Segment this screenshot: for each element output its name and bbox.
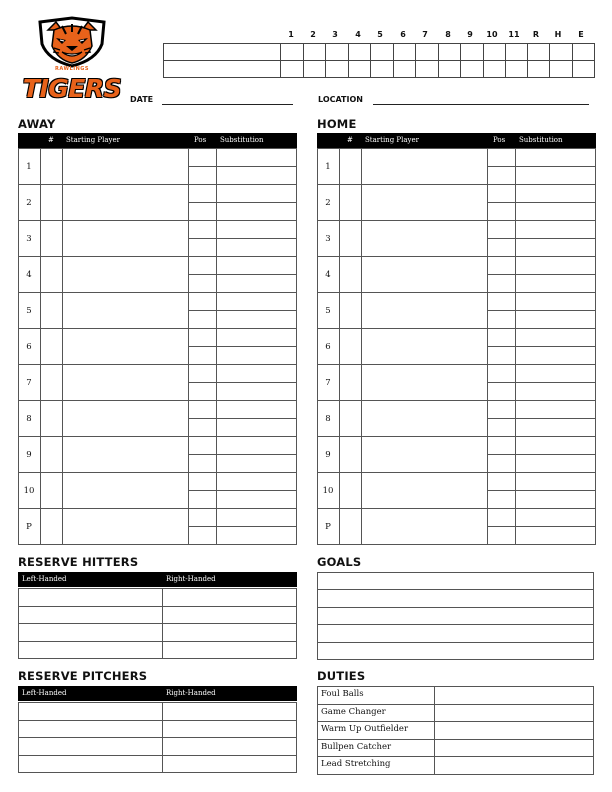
duty-assignee-field[interactable]: [434, 686, 594, 705]
position-field[interactable]: [188, 256, 217, 275]
team-name-cell[interactable]: [163, 43, 281, 61]
position-field[interactable]: [487, 166, 516, 185]
left-handed-field[interactable]: [18, 606, 163, 625]
position-field[interactable]: [188, 184, 217, 203]
position-field[interactable]: [188, 346, 217, 365]
batting-order-number: 5: [26, 306, 32, 316]
team-name-cell[interactable]: [163, 60, 281, 78]
jersey-number-field[interactable]: [40, 436, 63, 473]
batting-order-number: 3: [26, 234, 32, 244]
starting-player-field[interactable]: [62, 292, 189, 329]
date-field[interactable]: [162, 104, 293, 105]
inning-label: 2: [310, 30, 316, 39]
home-title: HOME: [317, 117, 357, 131]
right-handed-field[interactable]: [162, 737, 297, 756]
batting-order-number: 10: [322, 486, 334, 496]
reserve-pitchers-header: [18, 686, 297, 701]
inning-label: 11: [508, 30, 520, 39]
col-starting-player: Starting Player: [66, 136, 120, 144]
position-field[interactable]: [487, 364, 516, 383]
duty-label: Warm Up Outfielder: [321, 724, 409, 734]
starting-player-field[interactable]: [361, 148, 488, 185]
starting-player-field[interactable]: [361, 328, 488, 365]
score-cell[interactable]: [325, 60, 349, 78]
duty-assignee-field[interactable]: [434, 721, 594, 740]
batting-order-number: 8: [26, 414, 32, 424]
score-cell[interactable]: [483, 60, 506, 78]
inning-label: 8: [445, 30, 451, 39]
position-field[interactable]: [487, 436, 516, 455]
position-field[interactable]: [487, 148, 516, 167]
inning-label: 9: [467, 30, 473, 39]
substitution-field[interactable]: [216, 346, 297, 365]
position-field[interactable]: [487, 508, 516, 527]
jersey-number-field[interactable]: [40, 184, 63, 221]
substitution-field[interactable]: [515, 202, 596, 221]
starting-player-field[interactable]: [361, 400, 488, 437]
substitution-field[interactable]: [515, 256, 596, 275]
score-cell[interactable]: [280, 43, 304, 61]
batting-order-number: P: [26, 522, 32, 532]
batting-order-number: 9: [26, 450, 32, 460]
score-cell[interactable]: [303, 43, 326, 61]
logo-subtitle: RAWLINGS: [55, 66, 89, 72]
jersey-number-field[interactable]: [339, 220, 362, 257]
substitution-field[interactable]: [216, 328, 297, 347]
jersey-number-field[interactable]: [339, 328, 362, 365]
substitution-field[interactable]: [216, 220, 297, 239]
team-logo: [18, 16, 126, 103]
substitution-field[interactable]: [515, 220, 596, 239]
goals-table: [317, 572, 594, 659]
score-cell[interactable]: [280, 60, 304, 78]
position-field[interactable]: [188, 400, 217, 419]
batting-order-number: 8: [325, 414, 331, 424]
position-field[interactable]: [487, 310, 516, 329]
jersey-number-field[interactable]: [40, 472, 63, 509]
goal-field[interactable]: [317, 589, 594, 607]
score-cell[interactable]: [527, 43, 550, 61]
inning-label: 10: [486, 30, 498, 39]
left-handed-field[interactable]: [18, 720, 163, 739]
substitution-field[interactable]: [216, 310, 297, 329]
substitution-field[interactable]: [216, 274, 297, 293]
right-handed-field[interactable]: [162, 755, 297, 774]
batting-order-number: 6: [325, 342, 331, 352]
position-field[interactable]: [487, 418, 516, 437]
score-cell[interactable]: [460, 60, 484, 78]
home-lineup-header: [317, 133, 596, 148]
substitution-field[interactable]: [515, 436, 596, 455]
position-field[interactable]: [188, 148, 217, 167]
batting-order-number: 6: [26, 342, 32, 352]
substitution-field[interactable]: [216, 454, 297, 473]
jersey-number-field[interactable]: [339, 184, 362, 221]
batting-order-number: 1: [325, 162, 331, 172]
col-right-handed: Right-Handed: [166, 575, 216, 583]
score-cell[interactable]: [393, 43, 416, 61]
position-field[interactable]: [188, 364, 217, 383]
score-cell[interactable]: [370, 43, 394, 61]
substitution-field[interactable]: [216, 166, 297, 185]
batting-order-number: 4: [26, 270, 32, 280]
starting-player-field[interactable]: [62, 436, 189, 473]
goal-field[interactable]: [317, 572, 594, 590]
jersey-number-field[interactable]: [40, 364, 63, 401]
position-field[interactable]: [487, 472, 516, 491]
substitution-field[interactable]: [216, 148, 297, 167]
position-field[interactable]: [487, 382, 516, 401]
inning-label: E: [578, 30, 584, 39]
jersey-number-field[interactable]: [339, 436, 362, 473]
starting-player-field[interactable]: [361, 472, 488, 509]
score-cell[interactable]: [393, 60, 416, 78]
col-number: #: [347, 136, 353, 144]
score-cell[interactable]: [527, 60, 550, 78]
position-field[interactable]: [487, 274, 516, 293]
col-pos: Pos: [493, 136, 506, 144]
inning-label: R: [532, 30, 540, 39]
position-field[interactable]: [188, 472, 217, 491]
inning-label: 4: [355, 30, 361, 39]
reserve-hitters-header: [18, 572, 297, 587]
inning-label: 5: [377, 30, 383, 39]
substitution-field[interactable]: [515, 238, 596, 257]
substitution-field[interactable]: [216, 400, 297, 419]
score-cell[interactable]: [348, 43, 371, 61]
substitution-field[interactable]: [216, 202, 297, 221]
score-cell[interactable]: [415, 60, 439, 78]
right-handed-field[interactable]: [162, 702, 297, 721]
substitution-field[interactable]: [515, 310, 596, 329]
inning-label: 6: [400, 30, 406, 39]
jersey-number-field[interactable]: [40, 220, 63, 257]
position-field[interactable]: [487, 346, 516, 365]
position-field[interactable]: [487, 526, 516, 545]
position-field[interactable]: [487, 202, 516, 221]
col-substitution: Substitution: [519, 136, 563, 144]
goals-title: GOALS: [317, 555, 362, 569]
position-field[interactable]: [487, 328, 516, 347]
substitution-field[interactable]: [216, 184, 297, 203]
score-cell[interactable]: [348, 60, 371, 78]
substitution-field[interactable]: [515, 400, 596, 419]
score-cell[interactable]: [303, 60, 326, 78]
substitution-field[interactable]: [515, 274, 596, 293]
position-field[interactable]: [188, 382, 217, 401]
position-field[interactable]: [487, 490, 516, 509]
score-cell[interactable]: [505, 43, 528, 61]
position-field[interactable]: [188, 508, 217, 527]
batting-order-number: 5: [325, 306, 331, 316]
starting-player-field[interactable]: [361, 436, 488, 473]
left-handed-field[interactable]: [18, 623, 163, 642]
position-field[interactable]: [487, 256, 516, 275]
goal-field[interactable]: [317, 607, 594, 625]
jersey-number-field[interactable]: [339, 472, 362, 509]
position-field[interactable]: [487, 400, 516, 419]
left-handed-field[interactable]: [18, 588, 163, 607]
away-title: AWAY: [18, 117, 56, 131]
starting-player-field[interactable]: [62, 256, 189, 293]
position-field[interactable]: [188, 454, 217, 473]
duties-table: [317, 686, 594, 774]
reserve-hitters-title: RESERVE HITTERS: [18, 555, 139, 569]
col-left-handed: Left-Handed: [22, 575, 67, 583]
col-substitution: Substitution: [220, 136, 264, 144]
duties-title: DUTIES: [317, 669, 366, 683]
location-label: LOCATION: [318, 95, 363, 104]
substitution-field[interactable]: [515, 526, 596, 545]
substitution-field[interactable]: [515, 364, 596, 383]
substitution-field[interactable]: [515, 292, 596, 311]
substitution-field[interactable]: [216, 472, 297, 491]
batting-order-number: 7: [325, 378, 331, 388]
position-field[interactable]: [487, 454, 516, 473]
position-field[interactable]: [188, 238, 217, 257]
jersey-number-field[interactable]: [40, 292, 63, 329]
duty-label: Foul Balls: [321, 689, 364, 699]
left-handed-field[interactable]: [18, 641, 163, 660]
substitution-field[interactable]: [216, 364, 297, 383]
duty-label: Game Changer: [321, 706, 386, 717]
position-field[interactable]: [188, 220, 217, 239]
starting-player-field[interactable]: [361, 508, 488, 545]
position-field[interactable]: [188, 418, 217, 437]
away-lineup-header: [18, 133, 297, 148]
score-cell[interactable]: [415, 43, 439, 61]
score-cell[interactable]: [505, 60, 528, 78]
jersey-number-field[interactable]: [339, 256, 362, 293]
right-handed-field[interactable]: [162, 641, 297, 660]
jersey-number-field[interactable]: [339, 508, 362, 545]
inning-label: 1: [288, 30, 294, 39]
score-cell[interactable]: [438, 60, 461, 78]
substitution-field[interactable]: [515, 346, 596, 365]
position-field[interactable]: [188, 166, 217, 185]
starting-player-field[interactable]: [62, 220, 189, 257]
jersey-number-field[interactable]: [339, 400, 362, 437]
right-handed-field[interactable]: [162, 623, 297, 642]
location-field[interactable]: [373, 104, 589, 105]
col-number: #: [48, 136, 54, 144]
jersey-number-field[interactable]: [40, 400, 63, 437]
reserve-pitchers-title: RESERVE PITCHERS: [18, 669, 148, 683]
substitution-field[interactable]: [515, 418, 596, 437]
score-cell[interactable]: [325, 43, 349, 61]
jersey-number-field[interactable]: [40, 256, 63, 293]
duty-assignee-field[interactable]: [434, 756, 594, 775]
duty-label: Bullpen Catcher: [321, 741, 392, 752]
col-starting-player: Starting Player: [365, 136, 419, 144]
batting-order-number: P: [325, 522, 331, 532]
position-field[interactable]: [188, 292, 217, 311]
substitution-field[interactable]: [515, 328, 596, 347]
substitution-field[interactable]: [515, 472, 596, 491]
batting-order-number: 10: [23, 486, 35, 496]
position-field[interactable]: [487, 292, 516, 311]
starting-player-field[interactable]: [361, 220, 488, 257]
date-label: DATE: [130, 95, 154, 104]
score-cell[interactable]: [370, 60, 394, 78]
col-right-handed: Right-Handed: [166, 689, 216, 697]
position-field[interactable]: [188, 436, 217, 455]
scoreboard-grid[interactable]: [163, 43, 594, 77]
substitution-field[interactable]: [515, 148, 596, 167]
position-field[interactable]: [188, 310, 217, 329]
starting-player-field[interactable]: [62, 328, 189, 365]
batting-order-number: 7: [26, 378, 32, 388]
substitution-field[interactable]: [515, 166, 596, 185]
batting-order-number: 9: [325, 450, 331, 460]
jersey-number-field[interactable]: [339, 364, 362, 401]
tiger-head-icon: [36, 16, 108, 68]
duty-label: Lead Stretching: [321, 759, 391, 769]
jersey-number-field[interactable]: [40, 148, 63, 185]
left-handed-field[interactable]: [18, 737, 163, 756]
starting-player-field[interactable]: [62, 364, 189, 401]
col-left-handed: Left-Handed: [22, 689, 67, 697]
position-field[interactable]: [188, 202, 217, 221]
position-field[interactable]: [487, 238, 516, 257]
score-cell[interactable]: [483, 43, 506, 61]
batting-order-number: 2: [325, 198, 331, 208]
score-cell[interactable]: [460, 43, 484, 61]
jersey-number-field[interactable]: [339, 148, 362, 185]
col-pos: Pos: [194, 136, 207, 144]
starting-player-field[interactable]: [62, 508, 189, 545]
score-cell[interactable]: [549, 60, 573, 78]
substitution-field[interactable]: [216, 418, 297, 437]
position-field[interactable]: [188, 328, 217, 347]
position-field[interactable]: [188, 490, 217, 509]
inning-label: H: [554, 30, 562, 39]
batting-order-number: 1: [26, 162, 32, 172]
substitution-field[interactable]: [216, 508, 297, 527]
right-handed-field[interactable]: [162, 588, 297, 607]
right-handed-field[interactable]: [162, 720, 297, 739]
left-handed-field[interactable]: [18, 755, 163, 774]
score-cell[interactable]: [572, 60, 595, 78]
jersey-number-field[interactable]: [40, 508, 63, 545]
starting-player-field[interactable]: [361, 184, 488, 221]
jersey-number-field[interactable]: [40, 328, 63, 365]
starting-player-field[interactable]: [62, 184, 189, 221]
batting-order-number: 3: [325, 234, 331, 244]
substitution-field[interactable]: [216, 436, 297, 455]
substitution-field[interactable]: [216, 526, 297, 545]
goal-field[interactable]: [317, 642, 594, 660]
starting-player-field[interactable]: [361, 292, 488, 329]
score-cell[interactable]: [549, 43, 573, 61]
substitution-field[interactable]: [515, 454, 596, 473]
substitution-field[interactable]: [216, 256, 297, 275]
starting-player-field[interactable]: [62, 472, 189, 509]
batting-order-number: 2: [26, 198, 32, 208]
duty-assignee-field[interactable]: [434, 704, 594, 723]
substitution-field[interactable]: [515, 382, 596, 401]
substitution-field[interactable]: [515, 490, 596, 509]
substitution-field[interactable]: [515, 508, 596, 527]
position-field[interactable]: [487, 220, 516, 239]
inning-label: 7: [422, 30, 428, 39]
duty-assignee-field[interactable]: [434, 739, 594, 758]
position-field[interactable]: [487, 184, 516, 203]
logo-wordmark: TIGERS: [22, 74, 122, 103]
substitution-field[interactable]: [216, 382, 297, 401]
position-field[interactable]: [188, 274, 217, 293]
substitution-field[interactable]: [515, 184, 596, 203]
right-handed-field[interactable]: [162, 606, 297, 625]
goal-field[interactable]: [317, 624, 594, 642]
starting-player-field[interactable]: [361, 256, 488, 293]
starting-player-field[interactable]: [62, 400, 189, 437]
score-cell[interactable]: [572, 43, 595, 61]
batting-order-number: 4: [325, 270, 331, 280]
jersey-number-field[interactable]: [339, 292, 362, 329]
substitution-field[interactable]: [216, 238, 297, 257]
starting-player-field[interactable]: [361, 364, 488, 401]
inning-label: 3: [332, 30, 338, 39]
left-handed-field[interactable]: [18, 702, 163, 721]
starting-player-field[interactable]: [62, 148, 189, 185]
substitution-field[interactable]: [216, 292, 297, 311]
position-field[interactable]: [188, 526, 217, 545]
scoreboard-header: [280, 30, 594, 42]
substitution-field[interactable]: [216, 490, 297, 509]
score-cell[interactable]: [438, 43, 461, 61]
